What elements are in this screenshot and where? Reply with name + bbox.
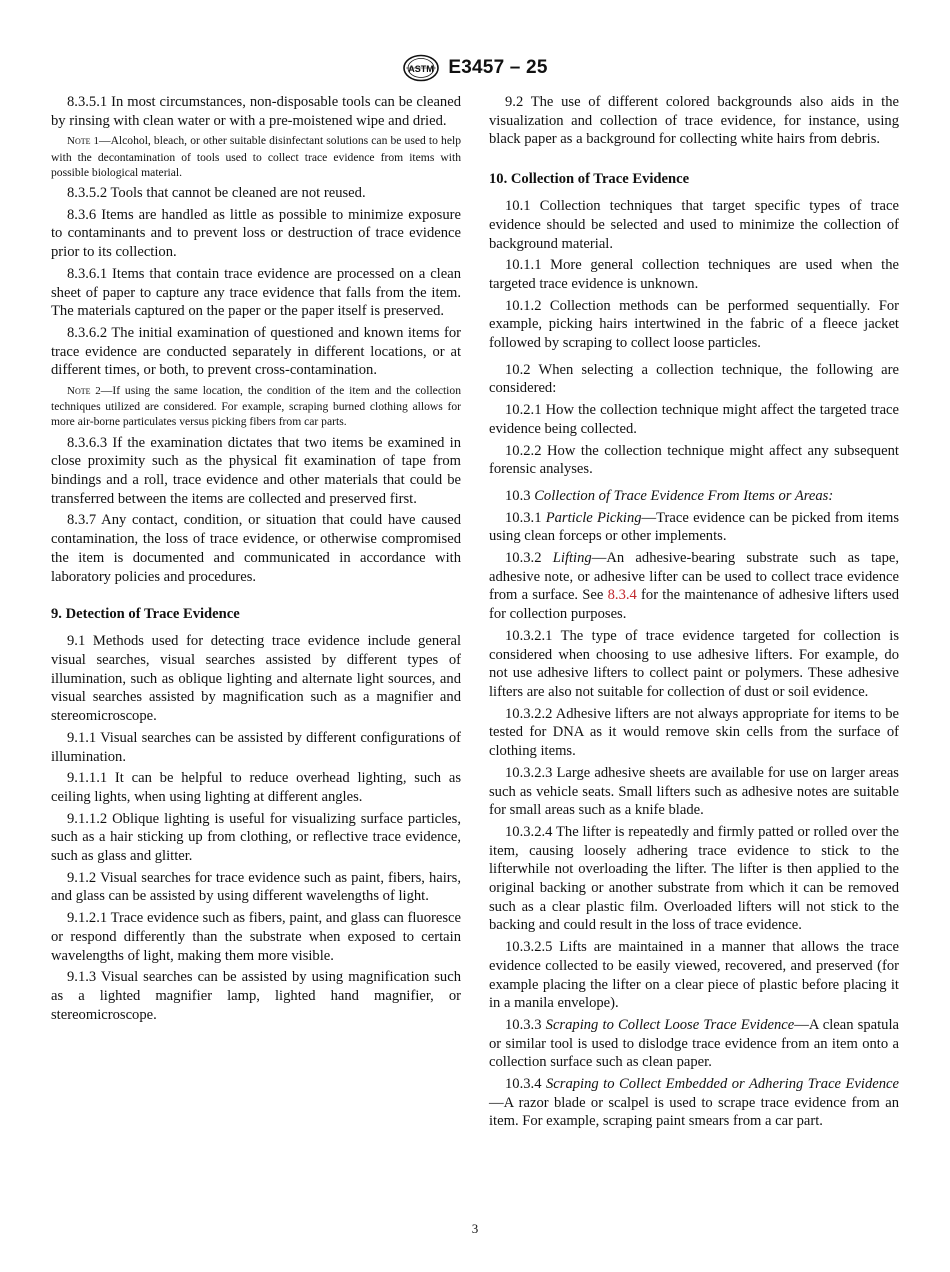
paragraph: 9.1.1 Visual searches can be assisted by different configurations of illumination. <box>51 729 461 765</box>
paragraph <box>489 1016 899 1072</box>
note <box>51 133 461 180</box>
astm-logo-icon <box>402 53 440 83</box>
paragraph <box>489 509 899 546</box>
paragraph-number: 10.3.2 <box>505 550 542 567</box>
paragraph: 9.1.1.1 It can be helpful to reduce overhead lighting, such as ceiling lights, when using lighting at different angles. <box>51 770 461 805</box>
paragraph-text: —An adhesive-bearing substrate such as tape, adhesive note, or adhesive lifter can be used to collect trace evidence from a surface. See <box>489 550 899 604</box>
svg-text:ASTM: ASTM <box>408 64 435 74</box>
cross-reference-link[interactable]: 8.3.4 <box>607 587 637 604</box>
paragraph-lead: Scraping to Collect Loose Trace Evidence <box>545 1016 795 1033</box>
paragraph: 8.3.5.1 In most circumstances, non-disposable tools can be cleaned by rinsing with clean water or with a pre-moistened wipe and dried. <box>51 94 461 129</box>
paragraph: 8.3.7 Any contact, condition, or situation that could have caused contamination, the loss of trace evidence, or otherwise compromised the item is documented and communicated in accordance with laboratory policies and procedures. <box>51 512 461 585</box>
note-text: —If using the same location, the condition of the item and the collection techniques utilized are considered. For example, scraping burned clothing allows for more air-borne particulates versus picking fibers from car parts. <box>51 384 461 429</box>
paragraph: 10.1.1 More general collection techniques are used when the targeted trace evidence is unknown. <box>489 257 899 292</box>
note-label: Note 1 <box>67 135 99 148</box>
paragraph: 9.2 The use of different colored backgrounds also aids in the visualization and collection of trace evidence, for instance, using black paper as a background for collecting white hairs from debris. <box>489 94 899 148</box>
paragraph-text: —Trace evidence can be picked from items using clean forceps or other implements. <box>489 509 899 545</box>
paragraph: 9.1 Methods used for detecting trace evidence include general visual searches, visual searches assisted by different types of illumination, such as oblique lighting and alternate light sources, and visual searches assisted by magnification such as a magnifier and stereomicroscope. <box>51 633 461 725</box>
right-column <box>489 93 899 1134</box>
paragraph: 9.1.2.1 Trace evidence such as fibers, paint, and glass can fluoresce or respond differently than the substrate when exposed to certain wavelengths of light, making them more visible. <box>51 910 461 964</box>
paragraph-number: 10.3.4 <box>505 1076 542 1093</box>
paragraph <box>489 549 899 624</box>
paragraph-lead: Lifting <box>552 550 592 567</box>
paragraph: 9.1.2 Visual searches for trace evidence such as paint, fibers, hairs, and glass can be assisted by using different wavelengths of light. <box>51 869 461 905</box>
note-label: Note 2 <box>67 385 101 398</box>
paragraph-text: —A razor blade or scalpel is used to scrape trace evidence from an item. For example, scraping paint smears from a car part. <box>489 1094 899 1130</box>
paragraph-lead: Scraping to Collect Embedded or Adhering Trace Evidence <box>545 1076 899 1093</box>
paragraph-number: 10.3.1 <box>505 509 542 526</box>
paragraph: 8.3.5.2 Tools that cannot be cleaned are not reused. <box>67 185 366 202</box>
paragraph-lead: Collection of Trace Evidence From Items or Areas: <box>534 487 834 504</box>
left-column <box>51 93 461 1027</box>
paragraph: 10.3.2.2 Adhesive lifters are not always appropriate for items to be tested for DNA as it would remove skin cells from the surface of clothing items. <box>489 705 899 760</box>
paragraph: 10.3.2.4 The lifter is repeatedly and firmly patted or rolled over the item, causing loosely adhering trace evidence to stick to the lifterwhile not overloading the lifter. The lifter is then applied to the original backing or another substrate from which it can be removed such as a clear plastic film. Overloaded lifters will not stick to the backing and could result in the loss of trace evidence. <box>489 823 899 934</box>
page-number: 3 <box>471 1221 479 1236</box>
paragraph: 9.1.3 Visual searches can be assisted by using magnification such as a lighted magnifier lamp, lighted hand magnifier, or stereomicroscope. <box>51 969 461 1023</box>
paragraph: 10.3.2.3 Large adhesive sheets are available for use on larger areas such as vehicle seats. Small lifters such as adhesive notes are suitable for small areas such as a knife blade. <box>489 764 899 819</box>
paragraph: 10.2 When selecting a collection technique, the following are considered: <box>489 361 899 397</box>
paragraph: 9.1.1.2 Oblique lighting is useful for visualizing surface particles, such as a hair sticking up from clothing, or reflective trace evidence, such as glass and glitter. <box>51 810 461 865</box>
note <box>51 383 461 430</box>
paragraph <box>489 487 899 506</box>
paragraph: 8.3.6.1 Items that contain trace evidence are processed on a clean sheet of paper to capture any trace evidence that falls from the item. The materials captured on the paper or the paper itself is preserved. <box>51 265 461 320</box>
paragraph: 10.1.2 Collection methods can be performed sequentially. For example, picking hairs intertwined in the fabric of a fleece jacket followed by scraping to collect loose particles. <box>489 297 899 352</box>
paragraph: 10.3.2.5 Lifts are maintained in a manner that allows the trace evidence collected to be easily viewed, recovered, and preserved (for example placing the lifter on a clear piece of plastic before placing it in a manila envelope). <box>489 939 899 1012</box>
paragraph: 8.3.6.3 If the examination dictates that two items be examined in close proximity such as the physical fit examination of tape from bindings and a roll, trace evidence and other materials that could be transferred between the items are collected and preserved first. <box>51 434 461 507</box>
note-text: —Alcohol, bleach, or other suitable disinfectant solutions can be used to help with the decontamination of tools used to collect trace evidence from items with possible biological material. <box>51 134 461 179</box>
paragraph-number: 10.3 <box>505 487 531 504</box>
paragraph: 8.3.6.2 The initial examination of questioned and known items for trace evidence are conducted separately in different locations, or at different times, or both, to prevent cross-contamination. <box>51 324 461 379</box>
standard-designation: E3457 – 25 <box>448 57 548 78</box>
section-heading: 10. Collection of Trace Evidence <box>489 171 690 188</box>
paragraph: 10.2.2 How the collection technique might affect any subsequent forensic analyses. <box>489 442 899 478</box>
paragraph-text: for the maintenance of adhesive lifters used for collection purposes. <box>489 587 900 623</box>
paragraph-lead: Particle Picking <box>545 509 642 526</box>
paragraph-text: —A clean spatula or similar tool is used to dislodge trace evidence from an item onto a collection surface such as clean paper. <box>489 1016 899 1071</box>
paragraph: 10.1 Collection techniques that target specific types of trace evidence should be selected and used to minimize the collection of background material. <box>489 198 899 252</box>
paragraph-number: 10.3.3 <box>505 1016 542 1033</box>
paragraph <box>489 1075 899 1131</box>
paragraph: 10.3.2.1 The type of trace evidence targeted for collection is considered when choosing to use adhesive lifters. For example, do not use adhesive lifters to collect paint or polymers. These adhesive lifters are also not suitable for collection of dust or soil evidence. <box>489 627 899 700</box>
section-heading: 9. Detection of Trace Evidence <box>51 606 240 623</box>
paragraph: 8.3.6 Items are handled as little as possible to minimize exposure to contaminants and to prevent loss or destruction of trace evidence prior to its collection. <box>51 206 461 261</box>
page-header <box>0 52 950 84</box>
paragraph: 10.2.1 How the collection technique might affect the targeted trace evidence being collected. <box>489 402 899 437</box>
